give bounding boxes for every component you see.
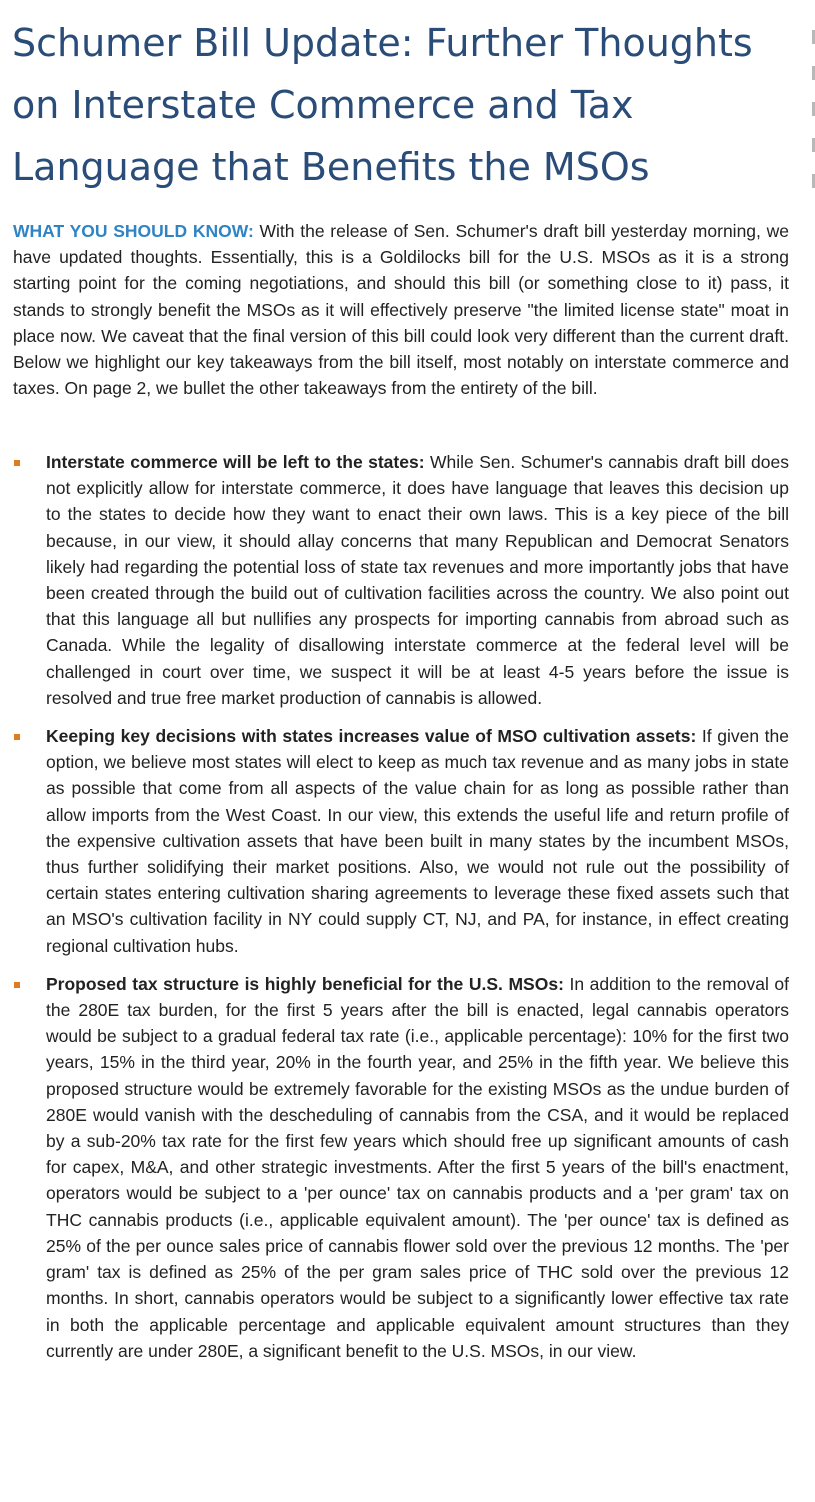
bullet-text: In addition to the removal of the 280E tax burden, for the first 5 years after the bill is enacted, legal cannabis operators would be subject to a gradual federal tax rate (i.e., applicable percentage): 10% for the first two years, 15% in the third year, 20% in the fourth year, and 25% in the fifth year. We believe this proposed structure would be extremely favorable for the existing MSOs as the undue burden of 280E would vanish with the descheduling of cannabis from the CSA, and it would be replaced by a sub-20% tax rate for the first few years which should free up significant amounts of cash for capex, M&A, and other strategic investments. After the first 5 years of the bill's enactment, operators would be subject to a 'per ounce' tax on cannabis products and a 'per gram' tax on THC cannabis products (i.e., applicable equivalent amount). The 'per ounce' tax is defined as 25% of the per ounce sales price of cannabis flower sold over the previous 12 months. The 'per gram' tax is defined as 25% of the per gram sales price of THC sold over the previous 12 months. In short, cannabis operators would be subject to a significantly lower effective tax rate in both the applicable percentage and applicable equivalent amount structures than they currently are under 280E, a significant benefit to the U.S. MSOs, in our view. <box>46 973 790 1361</box>
takeaway-tax-structure <box>13 971 789 1364</box>
bullet-text: While Sen. Schumer's cannabis draft bill does not explicitly allow for interstate commerce, it does have language that leaves this decision up to the states to decide how they want to enact their own laws. This is a key piece of the bill because, in our view, it should allay concerns that many Republican and Democrat Senators likely had regarding the potential loss of state tax revenues and more importantly jobs that have been created through the build out of cultivation facilities across the country. We also point out that this language all but nullifies any prospects for importing cannabis from abroad such as Canada. While the legality of disallowing interstate commerce at the federal level will be challenged in court over time, we suspect it will be at least 4-5 years before the issue is resolved and true free market production of cannabis is allowed. <box>46 452 789 708</box>
intro-lead: WHAT YOU SHOULD KNOW: <box>13 221 254 241</box>
bullet-square-icon <box>14 460 20 466</box>
takeaways-list <box>13 449 789 1376</box>
takeaway-interstate-commerce <box>13 449 789 711</box>
page-edge-marks <box>809 30 815 210</box>
intro-paragraph <box>13 218 789 401</box>
bullet-square-icon <box>14 734 20 740</box>
takeaway-cultivation-assets <box>13 723 789 959</box>
bullet-heading: Interstate commerce will be left to the states: <box>46 452 425 472</box>
bullet-heading: Proposed tax structure is highly beneficial for the U.S. MSOs: <box>46 973 564 994</box>
bullet-text: If given the option, we believe most states will elect to keep as much tax revenue and as many jobs in state as possible that come from all aspects of the value chain for as long as possible rather than allow imports from the West Coast. In our view, this extends the useful life and return profile of the expensive cultivation assets that have been built in many states by the incumbent MSOs, thus further solidifying their market positions. Also, we would not rule out the possibility of certain states entering cultivation sharing agreements to leverage these fixed assets such that an MSO's cultivation facility in NY could supply CT, NJ, and PA, for instance, in effect creating regional cultivation hubs. <box>46 726 789 956</box>
bullet-square-icon <box>14 982 20 988</box>
intro-text: With the release of Sen. Schumer's draft bill yesterday morning, we have updated thoughts. Essentially, this is a Goldilocks bill for the U.S. MSOs as it is a strong starting point for the coming negotiations, and should this bill (or something close to it) pass, it stands to strongly benefit the MSOs as it will effectively preserve "the limited license state" moat in place now. We caveat that the final version of this bill could look very different than the current draft. Below we highlight our key takeaways from the bill itself, most notably on interstate commerce and taxes. On page 2, we bullet the other takeaways from the entirety of the bill. <box>13 221 789 399</box>
document-title: Schumer Bill Update: Further Thoughts on Interstate Commerce and Tax Language that Benefits the MSOs <box>12 21 753 189</box>
bullet-heading: Keeping key decisions with states increases value of MSO cultivation assets: <box>46 726 697 747</box>
